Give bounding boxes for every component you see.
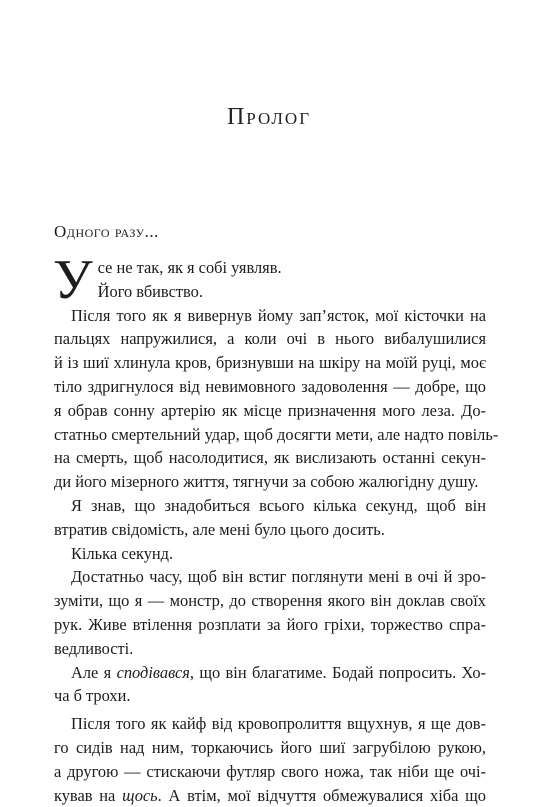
text-line: ча б трохи. (54, 686, 131, 706)
text-line: тіло здригнулося від невимовного задоволення — добре, що (54, 376, 486, 396)
text-line: Його вбивство. (97, 281, 203, 301)
text-line: Я знав, що знадобиться всього кілька секунд, щоб він (71, 495, 486, 515)
chapter-lead: Одного разу... (54, 222, 159, 241)
text-line: я обрав сонну артерію як місце призначення мого леза. До- (54, 400, 486, 420)
chapter-title: Пролог (226, 104, 312, 130)
text-line: й із шиї хлинула кров, бризнувши на шкіру на моїй руці, моє (54, 353, 486, 373)
text-line: Після того як кайф від кровопролиття вщухнув, я ще дов- (71, 714, 486, 734)
text-line: на смерть, щоб насолодитися, як вислизають останні секун- (54, 448, 486, 468)
text-line: го сидів над ним, торкаючись його шиї загрубілою рукою, (54, 737, 486, 757)
text-line: рук. Живе втілення розплати за його гріхи, торжество спра- (54, 614, 486, 634)
text-line: Але я сподівався, що він благатиме. Бодай попросить. Хо- (71, 662, 487, 682)
text-line: а другою — стискаючи футляр свого ножа, так ніби ще очі- (54, 761, 486, 781)
text-line: статньо смертельний удар, щоб досягти мети, але надто повіль- (54, 424, 499, 444)
text-line: пальцях напружилися, а коли очі в нього вибалушилися (54, 329, 486, 349)
text-line: ведливості. (54, 638, 134, 658)
drop-cap: У (53, 249, 93, 311)
text-lines (53, 249, 499, 807)
text-line: кував на щось. А втім, мої відчуття обмежувалися хіба що (54, 785, 486, 805)
body-text (53, 249, 499, 807)
text-line: Кілька секунд. (71, 543, 174, 563)
text-line: се не так, як я собі уявляв. (97, 258, 282, 277)
text-line: зуміти, що я — монстр, до створення якого він доклав своїх (54, 591, 486, 611)
text-line: ди його мізерного життя, тягнучи за собою жалюгідну душу. (54, 472, 479, 492)
text-line: Після того як я вивернув йому зап’ясток, мої кісточки на (71, 305, 486, 325)
text-line: втратив свідомість, але мені було цього досить. (54, 519, 385, 539)
text-line: Достатньо часу, щоб він встиг поглянути мені в очі й зро- (71, 567, 486, 587)
